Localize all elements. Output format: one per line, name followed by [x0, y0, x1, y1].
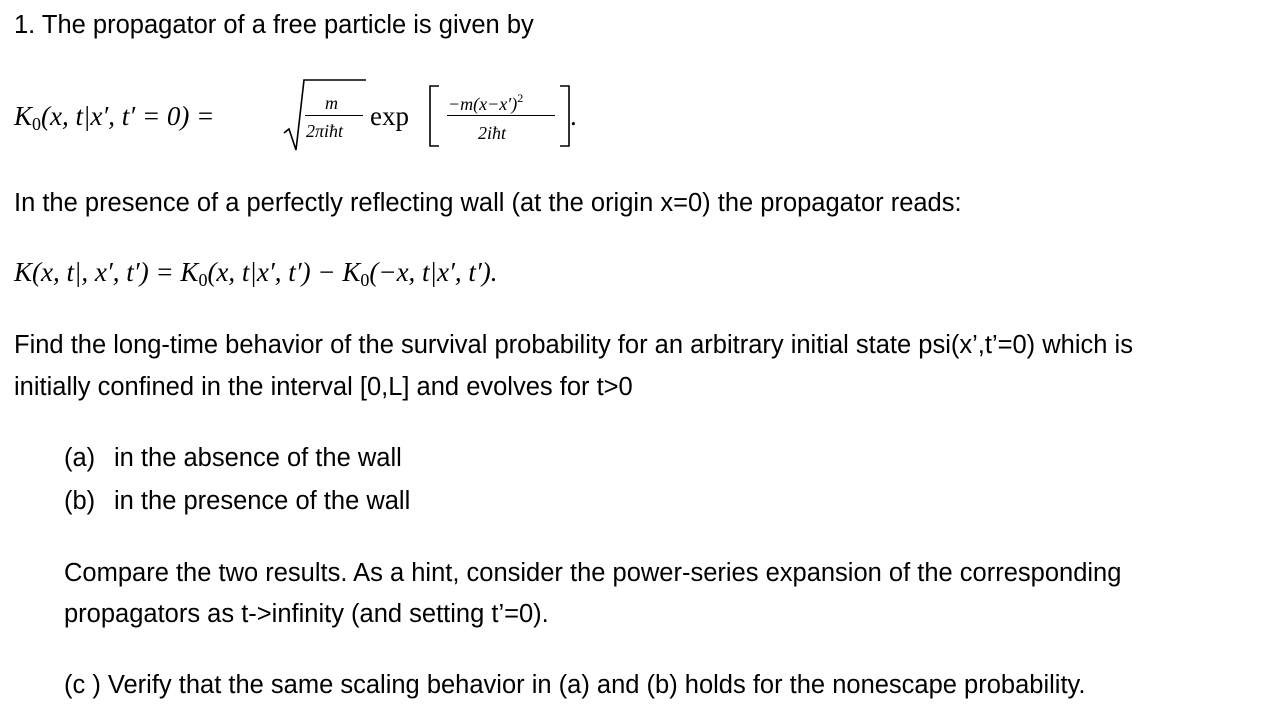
part-c: (c ) Verify that the same scaling behavior in (a) and (b) holds for the nonescape probability.	[64, 671, 1086, 699]
list-item-text: in the presence of the wall	[114, 487, 411, 515]
sqrt-denominator: 2πiħt	[306, 121, 344, 141]
list-item-label: (a)	[64, 444, 96, 472]
wall-description: In the presence of a perfectly reflecting wall (at the origin x=0) the propagator reads:	[14, 189, 962, 217]
wall-propagator-equation: K(x, t|, x′, $t') = K_0(x$, t|x′, $t') - K_0(-x$, t|x′, t′).	[14, 257, 498, 290]
bracket-numerator: $-m(x-x')^2$	[448, 91, 524, 114]
sqrt-fraction-bar	[305, 115, 363, 116]
compare-line-1: Compare the two results. As a hint, consider the power-series expansion of the corresponding	[64, 559, 1122, 587]
intro-text: 1. The propagator of a free particle is given by	[14, 11, 534, 39]
eq1-period: .	[570, 101, 577, 131]
bracket-denominator: 2iħt	[478, 123, 507, 143]
list-item-b	[64, 489, 410, 515]
list-item-label: (b)	[64, 487, 96, 515]
bracket-fraction-bar	[447, 115, 555, 116]
eq1-lhs: $K_0(x$, t|x′, t′ = 0) =	[14, 101, 215, 134]
task-line-1: Find the long-time behavior of the survival probability for an arbitrary initial state psi(x’,t’=0) which is	[14, 331, 1133, 359]
left-bracket-icon	[427, 84, 441, 148]
list-item-a	[64, 446, 402, 472]
compare-line-2: propagators as t->infinity (and setting t’=0).	[64, 600, 549, 628]
sqrt-numerator: m	[325, 93, 338, 113]
exp-function: exp	[370, 101, 409, 131]
task-line-2: initially confined in the interval [0,L] and evolves for t>0	[14, 373, 633, 401]
list-item-text: in the absence of the wall	[114, 444, 402, 472]
